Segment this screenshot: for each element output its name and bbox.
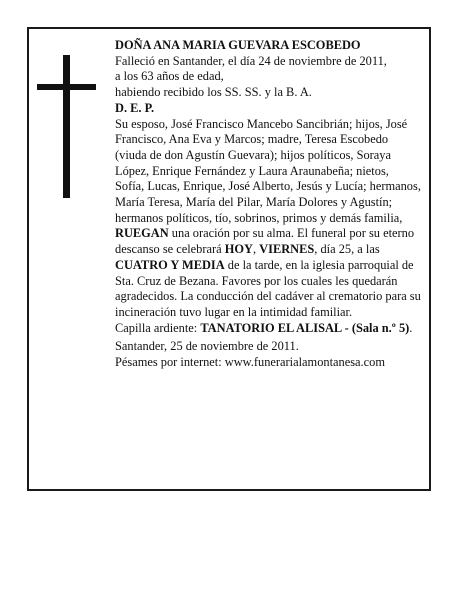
cross-icon-bar xyxy=(37,84,96,90)
funeral-comma: , xyxy=(252,242,260,257)
date-line: Santander, 25 de noviembre de 2011. xyxy=(115,339,299,354)
deceased-name: DOÑA ANA MARIA GUEVARA ESCOBEDO xyxy=(115,38,361,52)
chapel-line xyxy=(115,321,421,337)
ruegan-word: RUEGAN xyxy=(115,226,169,241)
funeral-day-hoy: HOY xyxy=(224,242,253,257)
death-line-1: Falleció en Santander, el día 24 de noviembre de 2011, xyxy=(115,53,387,68)
chapel-place: TANATORIO EL ALISAL - (Sala n.º 5) xyxy=(200,320,410,335)
chapel-label: Capilla ardiente: xyxy=(115,320,201,335)
funeral-text-1: una oración por su alma. El funeral por su eterno descanso se celebrará xyxy=(115,226,415,257)
death-line-2: a los 63 años de edad, xyxy=(115,69,224,84)
obituary-text xyxy=(115,38,421,371)
funeral-paragraph xyxy=(115,226,421,320)
funeral-day-viernes: VIERNES xyxy=(259,242,315,257)
condolences-line: Pésames por internet: www.funerarialamontanesa.com xyxy=(115,355,385,370)
chapel-end: . xyxy=(409,320,413,335)
dep-line: D. E. P. xyxy=(115,100,155,115)
funeral-text-3: de la tarde, en la iglesia parroquial de Sta. Cruz de Bezana. Favores por los cuales les quedarán agradecidos. La conducción del cadáver al crematorio para su incineración tuvo lugar en la intimidad familiar. xyxy=(115,257,421,319)
family-paragraph: Su esposo, José Francisco Mancebo Sancibrián; hijos, José Francisco, Ana Eva y Marcos; madre, Teresa Escobedo (viuda de don Agustín Guevara); hijos políticos, Soraya López, Enrique Fernández y Laura Araunabeña; nietos, Sofía, Lucas, Enrique, José Alberto, Jesús y Lucía; hermanos, María Teresa, María del Pilar, María Dolores y Agustín; hermanos políticos, tío, sobrinos, primos y demás familia, xyxy=(115,116,421,225)
cross-icon xyxy=(63,55,70,198)
funeral-hour: CUATRO Y MEDIA xyxy=(115,257,225,272)
funeral-text-2: , día 25, a las xyxy=(314,242,380,257)
sacraments-line: habiendo recibido los SS. SS. y la B. A. xyxy=(115,85,312,100)
